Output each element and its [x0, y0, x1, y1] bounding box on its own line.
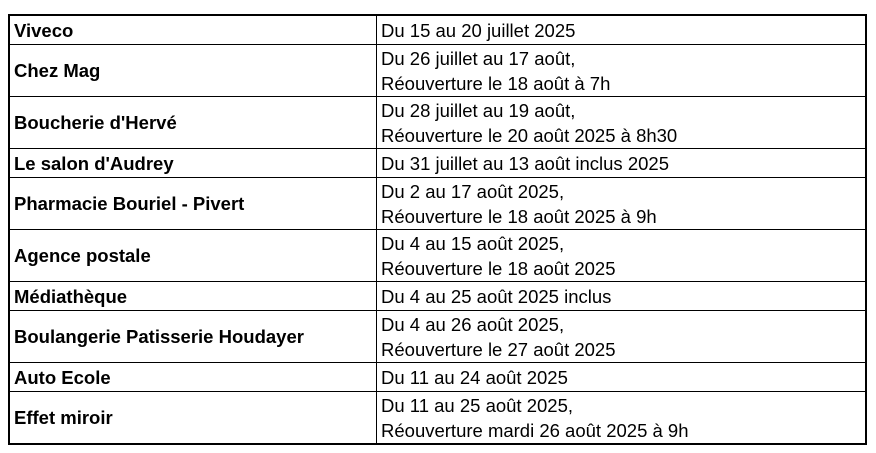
- table-row: [9, 15, 866, 45]
- business-name: Boucherie d'Hervé: [9, 97, 377, 149]
- table-row: [9, 363, 866, 392]
- table-row: [9, 45, 866, 97]
- closure-dates: [377, 230, 867, 282]
- business-name: Le salon d'Audrey: [9, 149, 377, 178]
- reopening-line: Réouverture le 27 août 2025: [381, 338, 616, 360]
- reopening-line: Réouverture le 18 août 2025 à 9h: [381, 205, 657, 227]
- reopening-line: Réouverture mardi 26 août 2025 à 9h: [381, 419, 689, 441]
- closure-dates: [377, 149, 867, 178]
- date-line: Du 4 au 15 août 2025,: [381, 232, 565, 254]
- business-name: Effet miroir: [9, 392, 377, 445]
- table-row: [9, 392, 866, 445]
- closure-dates: [377, 97, 867, 149]
- closure-dates: [377, 178, 867, 230]
- business-name: Auto Ecole: [9, 363, 377, 392]
- business-name: Pharmacie Bouriel - Pivert: [9, 178, 377, 230]
- closure-dates: [377, 363, 867, 392]
- table-row: [9, 178, 866, 230]
- business-name: Viveco: [9, 15, 377, 45]
- business-name: Agence postale: [9, 230, 377, 282]
- date-line: Du 15 au 20 juillet 2025: [381, 19, 576, 41]
- date-line: Du 11 au 24 août 2025: [381, 366, 568, 388]
- date-line: Du 2 au 17 août 2025,: [381, 180, 565, 202]
- table-row: [9, 149, 866, 178]
- closures-table: [8, 14, 867, 445]
- business-name: Chez Mag: [9, 45, 377, 97]
- closure-dates: [377, 45, 867, 97]
- reopening-line: Réouverture le 18 août 2025: [381, 257, 616, 279]
- closure-dates: [377, 282, 867, 311]
- date-line: Du 4 au 25 août 2025 inclus: [381, 285, 612, 307]
- date-line: Du 31 juillet au 13 août inclus 2025: [381, 152, 669, 174]
- closure-dates: [377, 15, 867, 45]
- closure-dates: [377, 311, 867, 363]
- table-row: [9, 282, 866, 311]
- date-line: Du 28 juillet au 19 août,: [381, 99, 576, 121]
- business-name: Médiathèque: [9, 282, 377, 311]
- table-row: [9, 230, 866, 282]
- closures-table-wrapper: [8, 14, 867, 445]
- business-name: Boulangerie Patisserie Houdayer: [9, 311, 377, 363]
- date-line: Du 26 juillet au 17 août,: [381, 47, 576, 69]
- table-row: [9, 97, 866, 149]
- table-row: [9, 311, 866, 363]
- reopening-line: Réouverture le 18 août à 7h: [381, 72, 611, 94]
- reopening-line: Réouverture le 20 août 2025 à 8h30: [381, 124, 678, 146]
- date-line: Du 4 au 26 août 2025,: [381, 313, 565, 335]
- closure-dates: [377, 392, 867, 445]
- date-line: Du 11 au 25 août 2025,: [381, 394, 574, 416]
